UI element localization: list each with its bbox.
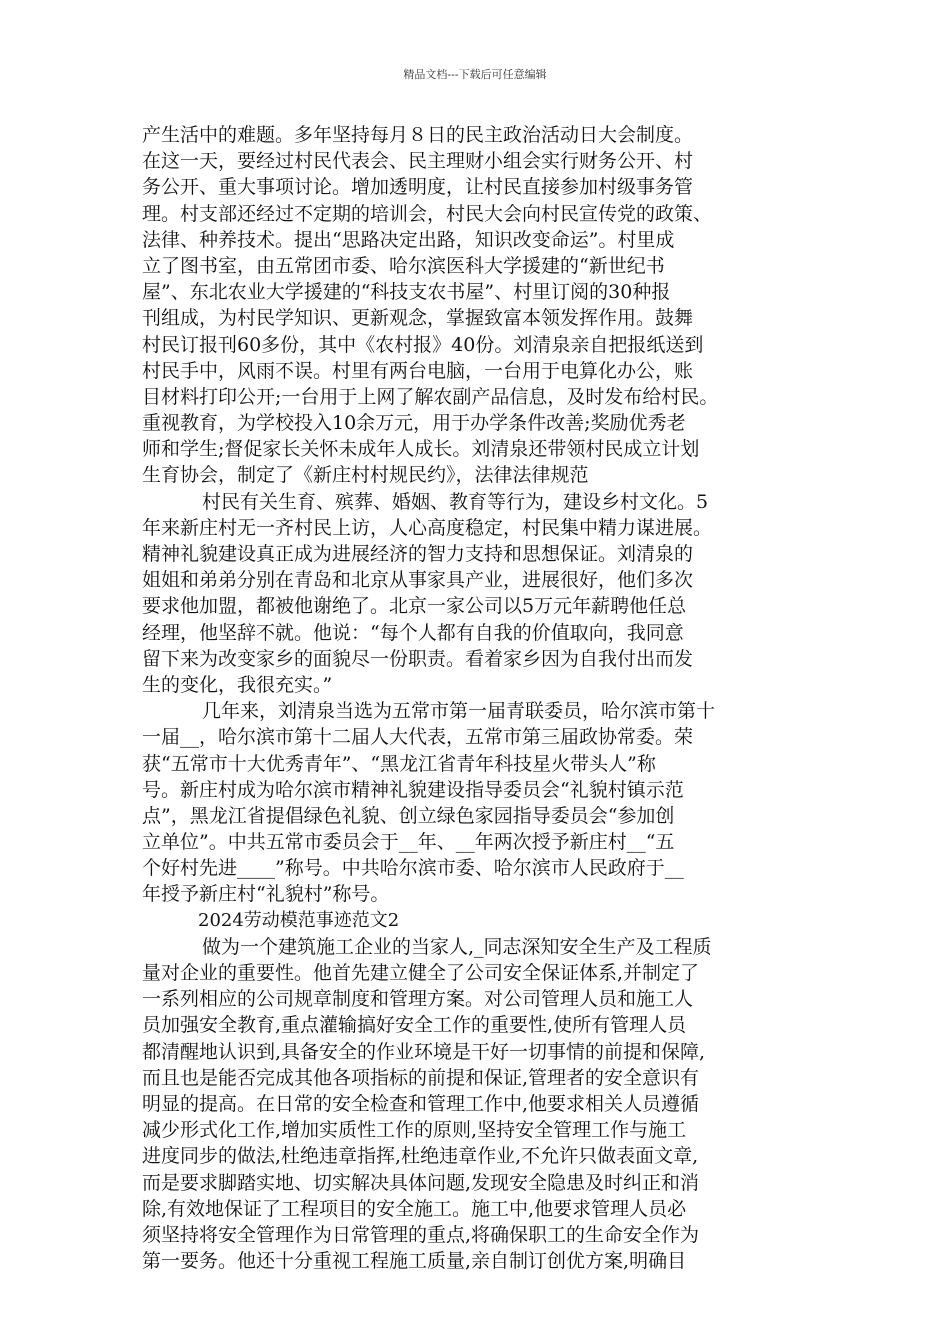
- text-line: 立了图书室，由五常团市委、哈尔滨医科大学援建的“新世纪书: [142, 254, 665, 277]
- text-line: 在这一天，要经过村民代表会、民主理财小组会实行财务公开、村: [142, 150, 694, 173]
- text-line: 生的变化，我很充实。”: [142, 673, 333, 696]
- text-line: 重视教育，为学校投入10余万元，用于办学条件改善;奖励优秀老: [142, 412, 686, 435]
- text-line: 量对企业的重要性。他首先建立健全了公司安全保证体系,并制定了: [142, 962, 700, 984]
- text-line: 获“五常市十大优秀青年”、“黑龙江省青年科技星火带头人”称: [142, 752, 656, 775]
- text-line: 员加强安全教育,重点灌输搞好安全工作的重要性,使所有管理人员: [142, 1014, 687, 1037]
- text-line: 屋”、东北农业大学援建的“科技支农书屋”、村里订阅的30种报: [142, 281, 671, 304]
- text-line: 须坚持将安全管理作为日常管理的重点,将确保职工的生命安全作为: [142, 1223, 700, 1246]
- text-line: 村民手中，风雨不误。村里有两台电脑，一台用于电算化办公，账: [142, 359, 694, 382]
- text-line: 目材料打印公开;一台用于上网了解农副产品信息，及时发布给村民。: [142, 385, 719, 408]
- text-line: 理。村支部还经过不定期的培训会，村民大会向村民宣传党的政策、: [142, 202, 713, 225]
- text-line: 经理，他坚辞不就。他说：“每个人都有自我的价值取向，我同意: [142, 621, 684, 644]
- text-line: 务公开、重大事项讨论。增加透明度，让村民直接参加村级事务管: [142, 176, 694, 199]
- text-line: 除,有效地保证了工程项目的安全施工。施工中,他要求管理人员必: [142, 1197, 687, 1220]
- text-line: 村民有关生育、殡葬、婚姻、教育等行为，建设乡村文化。5: [202, 490, 709, 513]
- text-line: 姐姐和弟弟分别在青岛和北京从事家具产业，进展很好，他们多次: [142, 569, 694, 592]
- text-line: 而且也是能否完成其他各项指标的前提和保证,管理者的安全意识有: [142, 1066, 700, 1089]
- text-line: 减少形式化工作,增加实质性工作的原则,坚持安全管理工作与施工: [142, 1119, 687, 1142]
- text-line: 一系列相应的公司规章制度和管理方案。对公司管理人员和施工人: [142, 988, 694, 1011]
- text-line: 一届__，哈尔滨市第十二届人大代表，五常市第三届政协常委。荣: [142, 726, 694, 749]
- section-heading: 2024劳动模范事迹范文2: [198, 909, 400, 931]
- text-line: 点”，黑龙江省提倡绿色礼貌、创立绿色家园指导委员会“参加创: [142, 804, 675, 827]
- text-line: 做为一个建筑施工企业的当家人,_同志深知安全生产及工程质: [202, 935, 712, 958]
- text-line: 立单位”。中共五常市委员会于__年、__年两次授予新庄村__“五: [142, 831, 675, 854]
- text-line: 产生活中的难题。多年坚持每月８日的民主政治活动日大会制度。: [142, 124, 694, 146]
- text-line: 进度同步的做法,杜绝违章指挥,杜绝违章作业,不允许只做表面文章,: [142, 1145, 699, 1168]
- text-line: 都清醒地认识到,具备安全的作业环境是干好一切事情的前提和保障,: [142, 1040, 706, 1063]
- document-body: [142, 122, 817, 1274]
- text-line: 几年来，刘清泉当选为五常市第一届青联委员，哈尔滨市第十: [202, 700, 716, 723]
- text-line: 刊组成，为村民学知识、更新观念，掌握致富本领发挥作用。鼓舞: [142, 307, 694, 330]
- text-line: 明显的提高。在日常的安全检查和管理工作中,他要求相关人员遵循: [142, 1092, 700, 1115]
- text-line: 年授予新庄村“礼貌村”称号。: [142, 883, 390, 906]
- text-line: 年来新庄村无一齐村民上访，人心高度稳定，村民集中精力谋进展。: [142, 516, 713, 539]
- text-line: 而是要求脚踏实地、切实解决具体问题,发现安全隐患及时纠正和消: [142, 1171, 700, 1194]
- text-line: 村民订报刊60多份，其中《农村报》40份。刘清泉亲自把报纸送到: [142, 333, 704, 356]
- page-header: 精品文档---下载后可任意编辑: [403, 68, 547, 81]
- text-line: 师和学生;督促家长关怀未成年人成长。刘清泉还带领村民成立计划: [142, 438, 700, 461]
- text-line: 号。新庄村成为哈尔滨市精神礼貌建设指导委员会“礼貌村镇示范: [142, 778, 684, 801]
- text-line: 留下来为改变家乡的面貌尽一份职责。看着家乡因为自我付出而发: [142, 647, 694, 670]
- text-line: 第一要务。他还十分重视工程施工质量,亲自制订创优方案,明确目: [142, 1250, 687, 1273]
- text-line: 个好村先进____”称号。中共哈尔滨市委、哈尔滨市人民政府于__: [142, 857, 684, 880]
- text-line: 要求他加盟，都被他谢绝了。北京一家公司以5万元年薪聘他任总: [142, 595, 687, 618]
- text-line: 生育协会，制定了《新庄村村规民约》，法律法律规范: [142, 464, 589, 487]
- text-line: 法律、种养技术。提出“思路决定出路，知识改变命运”。村里成: [142, 228, 675, 251]
- text-line: 精神礼貌建设真正成为进展经济的智力支持和思想保证。刘清泉的: [142, 543, 694, 565]
